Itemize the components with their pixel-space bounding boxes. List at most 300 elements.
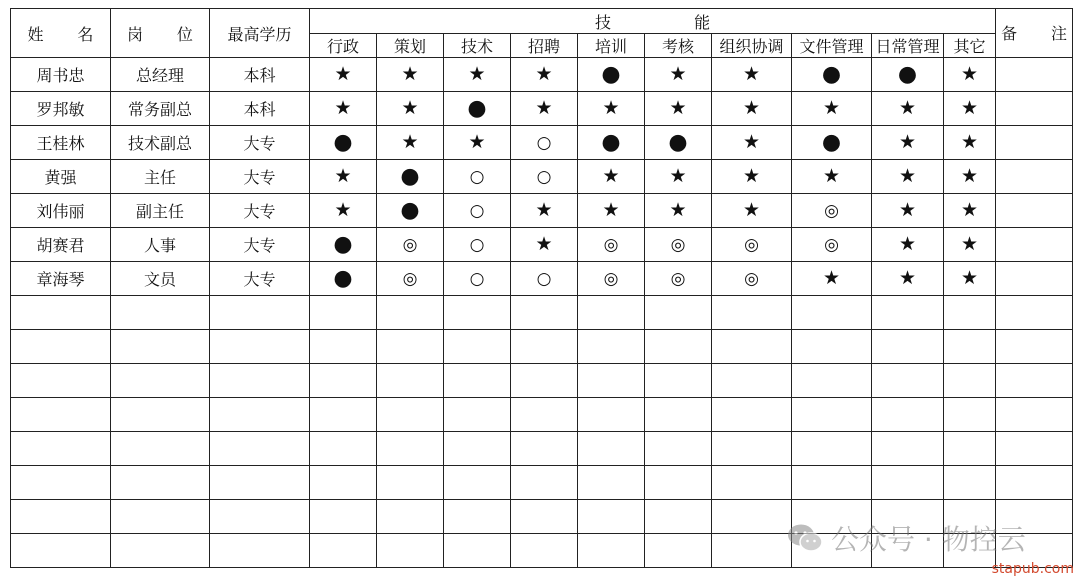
empty-cell [578, 330, 645, 364]
empty-cell [210, 534, 310, 568]
cell-skill-mark [578, 126, 645, 160]
cell-skill-mark [645, 92, 712, 126]
cell-education: 本科 [210, 92, 310, 126]
skill-mark: ● [897, 61, 918, 87]
empty-cell [11, 432, 111, 466]
cell-skill-mark [511, 194, 578, 228]
cell-skill-mark [377, 58, 444, 92]
empty-cell [944, 432, 996, 466]
skill-mark: ★ [334, 63, 352, 85]
empty-cell [377, 432, 444, 466]
skill-mark: ★ [742, 63, 761, 85]
empty-row [11, 466, 1073, 500]
cell-skill-mark [511, 228, 578, 262]
skill-mark: ★ [334, 199, 352, 221]
empty-cell [111, 432, 210, 466]
skill-mark: ◎ [603, 235, 619, 255]
empty-cell [792, 330, 872, 364]
cell-skill-mark [712, 160, 792, 194]
empty-cell [210, 398, 310, 432]
empty-cell [645, 364, 712, 398]
skill-mark: ◎ [670, 235, 686, 255]
skill-mark: ★ [961, 97, 979, 119]
empty-cell [578, 432, 645, 466]
cell-education: 大专 [210, 160, 310, 194]
empty-cell [872, 330, 944, 364]
cell-education: 大专 [210, 126, 310, 160]
table-row [11, 262, 1073, 296]
empty-cell [996, 330, 1073, 364]
skill-mark: ★ [468, 63, 486, 85]
cell-skill-mark [712, 262, 792, 296]
cell-skill-mark [377, 92, 444, 126]
empty-cell [210, 330, 310, 364]
empty-row [11, 432, 1073, 466]
cell-skill-mark [444, 58, 511, 92]
empty-cell [578, 466, 645, 500]
cell-skill-mark [712, 126, 792, 160]
empty-cell [645, 296, 712, 330]
skill-mark: ★ [602, 165, 620, 187]
skill-mark: ◎ [402, 269, 418, 289]
empty-cell [645, 330, 712, 364]
empty-row [11, 398, 1073, 432]
empty-cell [872, 432, 944, 466]
cell-skill-mark [377, 194, 444, 228]
skill-mark: ★ [535, 97, 553, 119]
skill-mark: ★ [898, 267, 917, 289]
skill-mark: ★ [898, 233, 917, 255]
cell-skill-mark [310, 262, 377, 296]
skill-mark: ● [333, 129, 353, 155]
skill-mark: ★ [669, 97, 687, 119]
empty-cell [712, 296, 792, 330]
empty-cell [872, 364, 944, 398]
skill-mark: ★ [468, 131, 486, 153]
cell-skill-mark [872, 92, 944, 126]
cell-position: 文员 [111, 262, 210, 296]
skill-mark: ★ [961, 165, 979, 187]
cell-skill-mark [444, 194, 511, 228]
cell-skill-mark [310, 126, 377, 160]
cell-position: 技术副总 [111, 126, 210, 160]
cell-skill-mark [712, 228, 792, 262]
empty-cell [645, 500, 712, 534]
empty-cell [944, 296, 996, 330]
cell-skill-mark [872, 262, 944, 296]
skill-mark: ○ [469, 235, 485, 255]
cell-remark [996, 58, 1073, 92]
empty-cell [377, 364, 444, 398]
skill-mark: ● [333, 231, 353, 257]
empty-cell [210, 432, 310, 466]
empty-cell [792, 364, 872, 398]
header-skill-9: 其它 [944, 34, 996, 58]
empty-cell [444, 466, 511, 500]
empty-cell [578, 296, 645, 330]
cell-skill-mark [645, 160, 712, 194]
header-skill-4: 培训 [578, 34, 645, 58]
site-url: stapub.com [991, 561, 1074, 577]
empty-cell [511, 296, 578, 330]
cell-skill-mark [578, 228, 645, 262]
empty-cell [944, 466, 996, 500]
cell-skill-mark [872, 228, 944, 262]
header-skill-5: 考核 [645, 34, 712, 58]
skill-mark: ★ [898, 165, 917, 187]
table-row [11, 160, 1073, 194]
empty-cell [792, 398, 872, 432]
cell-position: 人事 [111, 228, 210, 262]
skill-mark: ★ [822, 97, 841, 119]
empty-cell [944, 398, 996, 432]
skill-mark: ◎ [744, 269, 759, 289]
cell-skill-mark [872, 58, 944, 92]
header-name: 姓 名 [11, 9, 111, 58]
skill-mark: ★ [898, 131, 917, 153]
skill-mark: ★ [669, 63, 687, 85]
cell-name: 黄强 [11, 160, 111, 194]
header-remarks: 备 注 [996, 9, 1073, 58]
cell-skill-mark [444, 126, 511, 160]
skill-mark: ★ [669, 199, 687, 221]
skill-mark: ★ [742, 165, 761, 187]
empty-cell [792, 466, 872, 500]
empty-cell [645, 432, 712, 466]
empty-row [11, 330, 1073, 364]
skill-mark: ★ [535, 199, 553, 221]
empty-cell [444, 364, 511, 398]
skill-mark: ● [467, 95, 487, 121]
skill-mark: ◎ [744, 235, 759, 255]
empty-cell [944, 330, 996, 364]
cell-skill-mark [645, 58, 712, 92]
empty-cell [712, 466, 792, 500]
cell-education: 大专 [210, 194, 310, 228]
empty-cell [645, 534, 712, 568]
empty-cell [310, 398, 377, 432]
cell-skill-mark [310, 194, 377, 228]
wechat-icon [787, 523, 823, 553]
cell-skill-mark [792, 92, 872, 126]
table-row [11, 58, 1073, 92]
cell-skill-mark [944, 228, 996, 262]
cell-skill-mark [944, 194, 996, 228]
empty-cell [944, 364, 996, 398]
empty-cell [310, 466, 377, 500]
empty-cell [578, 500, 645, 534]
skill-mark: ◎ [603, 269, 619, 289]
skill-mark: ● [333, 265, 353, 291]
empty-cell [310, 500, 377, 534]
empty-cell [210, 296, 310, 330]
skill-mark: ● [400, 163, 420, 189]
cell-skill-mark [578, 194, 645, 228]
empty-cell [11, 364, 111, 398]
header-skill-6: 组织协调 [712, 34, 792, 58]
skill-mark: ◎ [670, 269, 686, 289]
cell-education: 大专 [210, 228, 310, 262]
cell-skill-mark [511, 160, 578, 194]
skill-mark: ★ [401, 97, 419, 119]
skill-mark: ★ [961, 63, 979, 85]
skill-mark: ★ [334, 97, 352, 119]
empty-cell [377, 296, 444, 330]
skill-mark: ★ [334, 165, 352, 187]
empty-cell [11, 466, 111, 500]
empty-cell [210, 466, 310, 500]
empty-cell [996, 364, 1073, 398]
cell-education: 大专 [210, 262, 310, 296]
cell-skill-mark [872, 126, 944, 160]
watermark-text: 公众号 · 物控云 [831, 523, 1026, 556]
cell-skill-mark [578, 160, 645, 194]
cell-skill-mark [310, 58, 377, 92]
skill-mark: ★ [602, 199, 620, 221]
empty-cell [511, 330, 578, 364]
cell-skill-mark [578, 92, 645, 126]
header-education: 最高学历 [210, 9, 310, 58]
empty-cell [511, 500, 578, 534]
empty-cell [111, 398, 210, 432]
cell-skill-mark [310, 160, 377, 194]
empty-cell [377, 398, 444, 432]
cell-skill-mark [511, 126, 578, 160]
empty-cell [872, 398, 944, 432]
empty-cell [310, 364, 377, 398]
empty-cell [111, 296, 210, 330]
empty-cell [872, 466, 944, 500]
empty-cell [792, 296, 872, 330]
cell-name: 胡赛君 [11, 228, 111, 262]
empty-cell [996, 296, 1073, 330]
empty-cell [377, 500, 444, 534]
cell-skill-mark [792, 126, 872, 160]
empty-cell [11, 296, 111, 330]
cell-name: 王桂林 [11, 126, 111, 160]
table-row [11, 126, 1073, 160]
cell-skill-mark [578, 262, 645, 296]
cell-skill-mark [444, 262, 511, 296]
empty-cell [310, 296, 377, 330]
cell-remark [996, 228, 1073, 262]
cell-skill-mark [792, 160, 872, 194]
empty-cell [712, 534, 792, 568]
skills-matrix-table [10, 8, 1081, 568]
header-skill-2: 技术 [444, 34, 511, 58]
empty-cell [111, 364, 210, 398]
empty-cell [712, 398, 792, 432]
empty-cell [645, 466, 712, 500]
watermark [787, 518, 1026, 558]
skill-mark: ★ [822, 267, 841, 289]
skill-mark: ○ [536, 269, 552, 289]
header-skill-3: 招聘 [511, 34, 578, 58]
skill-mark: ★ [742, 97, 761, 119]
skill-mark: ○ [536, 167, 552, 187]
cell-skill-mark [310, 228, 377, 262]
empty-cell [310, 432, 377, 466]
table-body [11, 58, 1073, 568]
cell-remark [996, 194, 1073, 228]
empty-cell [712, 364, 792, 398]
cell-position: 总经理 [111, 58, 210, 92]
empty-row [11, 296, 1073, 330]
cell-skill-mark [792, 58, 872, 92]
empty-cell [511, 466, 578, 500]
table-row [11, 194, 1073, 228]
empty-cell [310, 534, 377, 568]
cell-remark [996, 160, 1073, 194]
skill-mark: ★ [742, 131, 761, 153]
empty-cell [712, 330, 792, 364]
cell-skill-mark [444, 160, 511, 194]
empty-cell [996, 398, 1073, 432]
cell-skill-mark [444, 92, 511, 126]
empty-cell [444, 398, 511, 432]
empty-cell [578, 398, 645, 432]
cell-skill-mark [511, 262, 578, 296]
skill-mark: ★ [401, 131, 419, 153]
cell-skill-mark [712, 194, 792, 228]
cell-skill-mark [944, 92, 996, 126]
empty-cell [444, 296, 511, 330]
skill-mark: ○ [469, 167, 485, 187]
empty-cell [511, 398, 578, 432]
skill-mark: ● [668, 129, 688, 155]
cell-skill-mark [645, 228, 712, 262]
skill-mark: ● [601, 61, 621, 87]
table-row [11, 92, 1073, 126]
cell-skill-mark [872, 160, 944, 194]
cell-skill-mark [944, 126, 996, 160]
empty-cell [645, 398, 712, 432]
skill-mark: ★ [898, 97, 917, 119]
skill-mark: ★ [401, 63, 419, 85]
empty-cell [712, 432, 792, 466]
empty-cell [377, 534, 444, 568]
cell-skill-mark [511, 58, 578, 92]
empty-cell [511, 432, 578, 466]
skill-mark: ◎ [824, 235, 839, 255]
cell-skill-mark [792, 262, 872, 296]
cell-remark [996, 126, 1073, 160]
empty-cell [210, 500, 310, 534]
cell-skill-mark [444, 228, 511, 262]
cell-skill-mark [944, 58, 996, 92]
empty-cell [377, 330, 444, 364]
header-skill-8: 日常管理 [872, 34, 944, 58]
skill-mark: ★ [669, 165, 687, 187]
cell-name: 周书忠 [11, 58, 111, 92]
cell-skill-mark [377, 160, 444, 194]
header-row-1 [11, 9, 1073, 34]
cell-skill-mark [792, 228, 872, 262]
skill-mark: ○ [469, 269, 485, 289]
cell-skill-mark [511, 92, 578, 126]
empty-cell [511, 364, 578, 398]
empty-cell [310, 330, 377, 364]
empty-cell [578, 364, 645, 398]
skill-mark: ● [400, 197, 420, 223]
empty-cell [11, 398, 111, 432]
skill-mark: ○ [469, 201, 485, 221]
cell-name: 刘伟丽 [11, 194, 111, 228]
cell-skill-mark [377, 126, 444, 160]
skill-mark: ★ [822, 165, 841, 187]
cell-name: 章海琴 [11, 262, 111, 296]
empty-cell [872, 296, 944, 330]
empty-cell [111, 466, 210, 500]
cell-remark [996, 92, 1073, 126]
cell-position: 常务副总 [111, 92, 210, 126]
cell-skill-mark [944, 262, 996, 296]
skill-mark: ★ [602, 97, 620, 119]
skill-mark: ◎ [402, 235, 418, 255]
empty-cell [444, 500, 511, 534]
table-row [11, 228, 1073, 262]
skill-mark: ● [821, 61, 842, 87]
skill-mark: ★ [961, 233, 979, 255]
cell-skill-mark [578, 58, 645, 92]
empty-cell [111, 500, 210, 534]
skill-mark: ★ [535, 233, 553, 255]
empty-cell [11, 534, 111, 568]
cell-skill-mark [310, 92, 377, 126]
cell-skill-mark [377, 262, 444, 296]
empty-cell [444, 534, 511, 568]
cell-education: 本科 [210, 58, 310, 92]
skill-mark: ★ [535, 63, 553, 85]
cell-skill-mark [872, 194, 944, 228]
cell-name: 罗邦敏 [11, 92, 111, 126]
cell-skill-mark [792, 194, 872, 228]
skill-mark: ◎ [824, 201, 839, 221]
skill-mark: ★ [961, 267, 979, 289]
cell-position: 主任 [111, 160, 210, 194]
empty-cell [11, 500, 111, 534]
header-skill-0: 行政 [310, 34, 377, 58]
skill-mark: ★ [961, 199, 979, 221]
empty-cell [11, 330, 111, 364]
empty-row [11, 364, 1073, 398]
empty-cell [996, 432, 1073, 466]
empty-cell [712, 500, 792, 534]
cell-remark [996, 262, 1073, 296]
skill-mark: ● [601, 129, 621, 155]
skill-mark: ○ [536, 133, 552, 153]
empty-cell [792, 432, 872, 466]
header-skill-7: 文件管理 [792, 34, 872, 58]
skill-mark: ★ [961, 131, 979, 153]
cell-skill-mark [645, 194, 712, 228]
header-skills-group: 技能 [310, 9, 996, 34]
empty-cell [444, 432, 511, 466]
skill-mark: ★ [742, 199, 761, 221]
empty-cell [444, 330, 511, 364]
header-position: 岗 位 [111, 9, 210, 58]
skill-mark: ● [821, 129, 842, 155]
empty-cell [578, 534, 645, 568]
cell-skill-mark [645, 262, 712, 296]
empty-cell [377, 466, 444, 500]
skill-mark: ★ [898, 199, 917, 221]
header-skill-1: 策划 [377, 34, 444, 58]
empty-cell [210, 364, 310, 398]
cell-skill-mark [712, 58, 792, 92]
cell-skill-mark [377, 228, 444, 262]
cell-skill-mark [944, 160, 996, 194]
